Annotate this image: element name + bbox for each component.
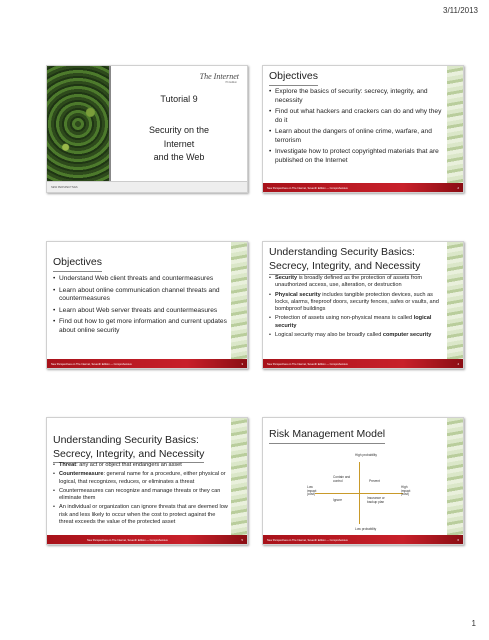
list-item (53, 462, 231, 469)
cover-art-image (47, 66, 109, 182)
quadrant-insurance: Insurance or backup plan (367, 496, 385, 504)
list-item: • Understand Web client threats and countermeasures (53, 275, 231, 284)
slide-footer (47, 535, 247, 544)
footer-text: New Perspectives on The Internet, Seventh Edition — Comprehensive (267, 539, 348, 542)
label-low-probability: Low probability (355, 527, 377, 532)
decorative-strip (231, 242, 247, 368)
slide-title (53, 434, 204, 463)
title-line: Understanding Security Basics: (269, 246, 415, 258)
list-item: • Investigate how to protect copyrighted materials that are published on the Internet (269, 148, 447, 165)
footer-text: New Perspectives on The Internet, Seventh Edition — Comprehensive (267, 187, 348, 190)
publisher-label: NEW PERSPECTIVES (51, 186, 78, 189)
list-item: • Learn about Web server threats and countermeasures (53, 307, 231, 316)
list-item: • Learn about online communication channel threats and countermeasures (53, 287, 231, 304)
quadrant-prevent: Prevent (369, 479, 380, 483)
risk-management-diagram (307, 454, 411, 532)
decorative-strip (231, 418, 247, 544)
label-low-impact: Low impact (cost) (307, 485, 317, 497)
list-text: : any act or object that endangers an asset (76, 462, 182, 468)
slide-number: 3 (241, 362, 243, 366)
bold-term: logical security (275, 315, 432, 329)
list-item (269, 275, 447, 290)
title-line: Secrecy, Integrity, and Necessity (269, 259, 421, 272)
list-item: • Learn about the dangers of online crime, warfare, and terrorism (269, 128, 447, 145)
list-text: Logical security may also be broadly called (275, 331, 383, 338)
list-text: Protection of assets using non-physical means is called (275, 315, 414, 322)
list-text: An individual or organization can ignore threats that are deemed low risk and less likely to occur when the cost to protect against the threat exceeds the value of the protected asset (59, 504, 228, 525)
slide-footer (47, 359, 247, 368)
slide-footer (263, 359, 463, 368)
bold-term: Threat (59, 462, 77, 468)
slide-number: 6 (457, 538, 459, 542)
slide-4-security-basics (262, 241, 464, 369)
slide-footer (263, 535, 463, 544)
brand-subtitle: 7th Edition (225, 81, 237, 84)
quadrant-contain: Contain and control (333, 475, 351, 483)
list-item: • Explore the basics of security: secrecy, integrity, and necessity (269, 88, 447, 105)
bullet-list (53, 462, 231, 528)
slide-title: Objectives (269, 70, 318, 86)
title-line: and the Web (153, 152, 205, 162)
title-line: Secrecy, Integrity, and Necessity (53, 447, 205, 460)
decorative-strip (447, 418, 463, 544)
list-item (53, 504, 231, 526)
list-text: includes tangible protection devices, such as locks, alarms, fireproof doors, security fences, safes or vaults, and bombproof buildings (275, 291, 439, 313)
list-item (53, 488, 231, 503)
list-text: Countermeasures can recognize and manage threats or they can eliminate them (59, 487, 221, 502)
tutorial-label: Tutorial 9 (160, 94, 198, 104)
bold-term: computer security (382, 331, 432, 338)
footer-text: New Perspectives on The Internet, Seventh Edition — Comprehensive (267, 363, 348, 366)
list-text: is broadly defined as the protection of assets from unauthorized access, use, alteration, or destruction (275, 275, 423, 289)
decorative-strip (447, 66, 463, 192)
slide-6-risk-model (262, 417, 464, 545)
bullet-list (269, 88, 447, 169)
list-item (269, 292, 447, 314)
slide-3-objectives (46, 241, 248, 369)
list-text: : general name for a procedure, either physical or logical, that recognizes, reduces, or eliminates a threat (59, 471, 226, 485)
bold-term: Countermeasure (59, 471, 104, 478)
list-item (269, 332, 447, 339)
slide-footer (263, 183, 463, 192)
slide-title: Objectives (53, 256, 102, 272)
bullet-list (53, 275, 231, 338)
list-item (269, 315, 447, 330)
slide-title: Risk Management Model (269, 428, 385, 444)
slide-number: 2 (457, 186, 459, 190)
slide-number: 4 (457, 362, 459, 366)
title-line: Security on the (148, 125, 210, 135)
list-item: • Find out how to get more information and current updates about online security (53, 318, 231, 335)
slide-5-security-basics (46, 417, 248, 545)
brand-title: The Internet (199, 72, 239, 81)
bold-term: Physical security (275, 291, 321, 298)
date-stamp: 3/11/2013 (443, 6, 478, 15)
footer-text: New Perspectives on The Internet, Seventh Edition — Comprehensive (51, 363, 132, 366)
slide-number: 5 (241, 538, 243, 542)
label-high-impact: High impact (cost) (401, 485, 411, 497)
list-item: • Find out what hackers and crackers can do and why they do it (269, 108, 447, 125)
title-line: Understanding Security Basics: (53, 434, 199, 446)
title-line: Internet (163, 138, 195, 149)
label-high-probability: High probability (355, 453, 377, 457)
horizontal-axis (315, 493, 403, 494)
quadrant-ignore: Ignore (333, 498, 343, 502)
slide-1-title (46, 65, 248, 193)
page-number: 1 (471, 619, 476, 628)
bold-term: Security (275, 275, 298, 281)
decorative-strip (447, 242, 463, 368)
list-item (53, 471, 231, 486)
bullet-list (269, 275, 447, 341)
slide-title (269, 246, 420, 275)
footer-text: New Perspectives on The Internet, Seventh Edition — Comprehensive (87, 539, 168, 542)
slide-2-objectives (262, 65, 464, 193)
tutorial-title (111, 124, 247, 165)
